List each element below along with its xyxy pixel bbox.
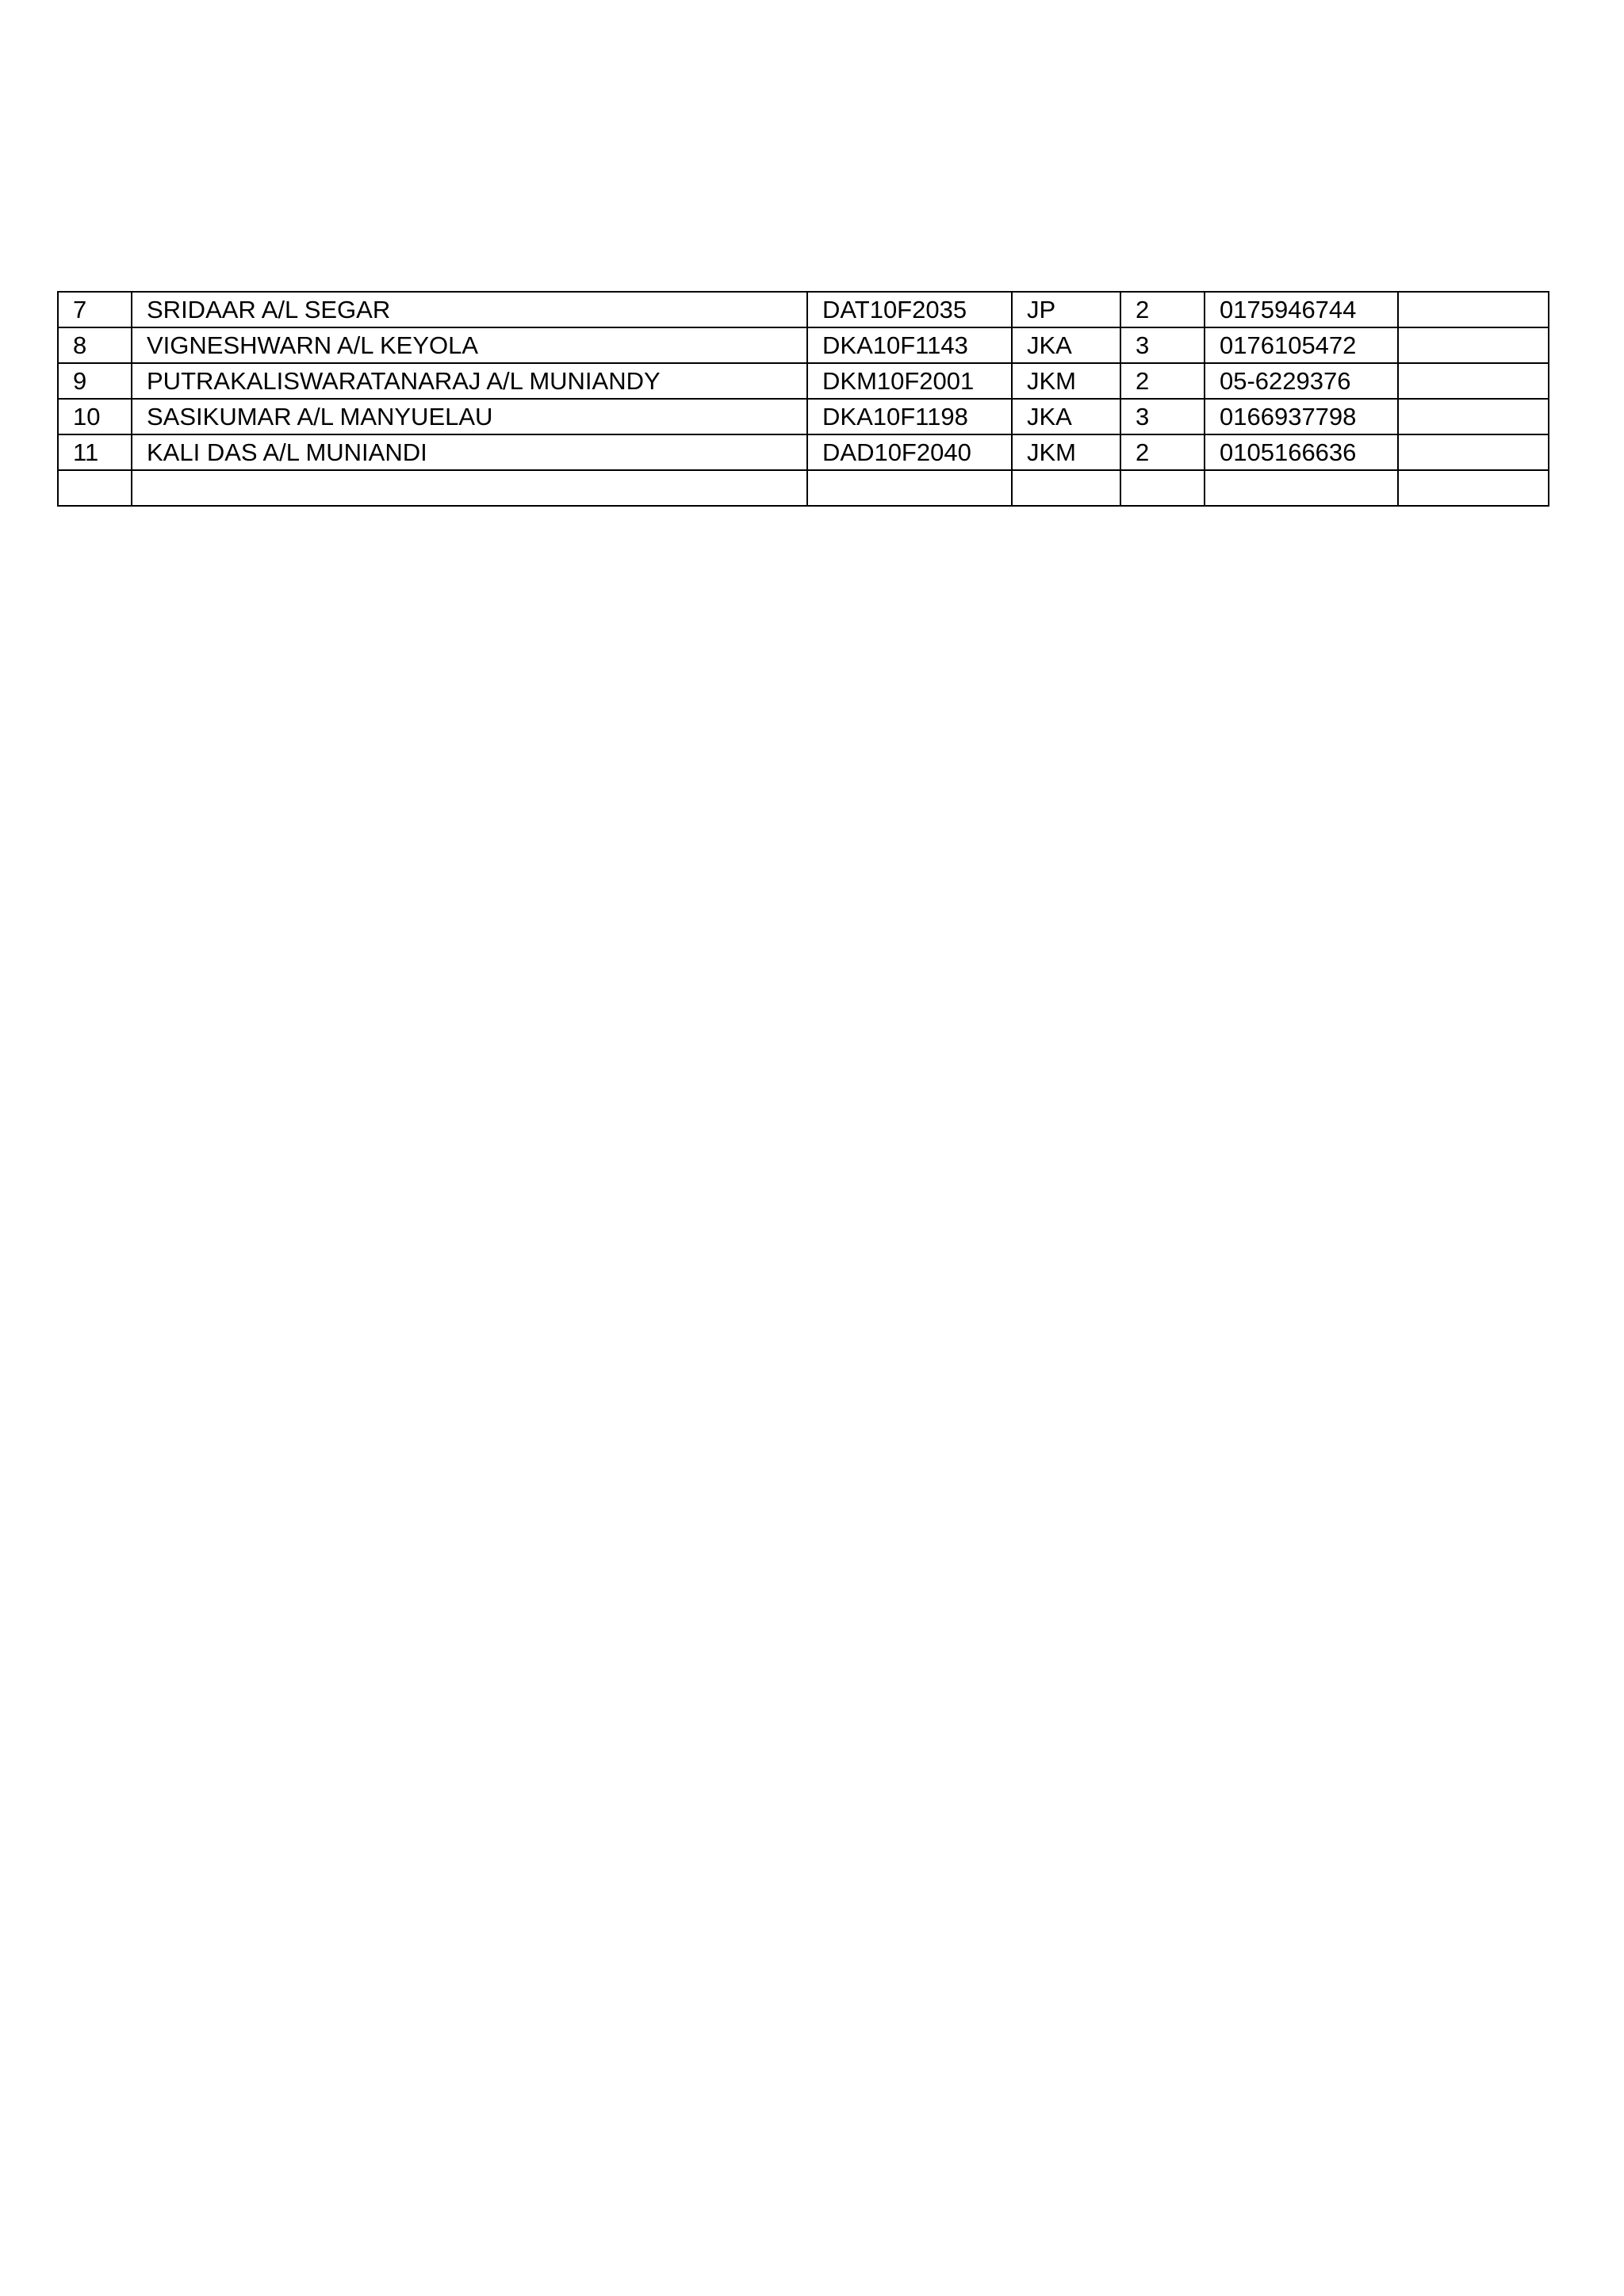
cell-semester: 3 [1120, 399, 1205, 434]
cell-matric: DAT10F2035 [807, 292, 1012, 327]
cell-department: JKA [1012, 327, 1120, 363]
cell-number: 8 [58, 327, 132, 363]
cell-name: VIGNESHWARN A/L KEYOLA [132, 327, 807, 363]
cell-phone [1205, 470, 1398, 506]
cell-phone: 05-6229376 [1205, 363, 1398, 399]
cell-matric: DAD10F2040 [807, 434, 1012, 470]
table-row [58, 292, 1549, 327]
cell-semester: 2 [1120, 292, 1205, 327]
cell-phone: 0175946744 [1205, 292, 1398, 327]
cell-department: JKM [1012, 434, 1120, 470]
cell-number: 11 [58, 434, 132, 470]
cell-signature [1398, 434, 1549, 470]
cell-semester [1120, 470, 1205, 506]
cell-signature [1398, 470, 1549, 506]
cell-matric: DKM10F2001 [807, 363, 1012, 399]
student-table [57, 291, 1549, 507]
cell-department: JKM [1012, 363, 1120, 399]
table-row-empty [58, 470, 1549, 506]
cell-number: 9 [58, 363, 132, 399]
cell-department: JKA [1012, 399, 1120, 434]
table-row [58, 434, 1549, 470]
cell-matric: DKA10F1143 [807, 327, 1012, 363]
cell-phone: 0176105472 [1205, 327, 1398, 363]
cell-matric [807, 470, 1012, 506]
cell-name: PUTRAKALISWARATANARAJ A/L MUNIANDY [132, 363, 807, 399]
cell-name: SASIKUMAR A/L MANYUELAU [132, 399, 807, 434]
table-row [58, 363, 1549, 399]
cell-name [132, 470, 807, 506]
cell-department [1012, 470, 1120, 506]
table-row [58, 399, 1549, 434]
cell-number: 7 [58, 292, 132, 327]
cell-department: JP [1012, 292, 1120, 327]
table-row [58, 327, 1549, 363]
cell-name: KALI DAS A/L MUNIANDI [132, 434, 807, 470]
cell-semester: 2 [1120, 434, 1205, 470]
cell-matric: DKA10F1198 [807, 399, 1012, 434]
cell-semester: 2 [1120, 363, 1205, 399]
cell-name: SRIDAAR A/L SEGAR [132, 292, 807, 327]
cell-phone: 0105166636 [1205, 434, 1398, 470]
cell-signature [1398, 399, 1549, 434]
cell-signature [1398, 363, 1549, 399]
cell-semester: 3 [1120, 327, 1205, 363]
cell-signature [1398, 292, 1549, 327]
cell-number [58, 470, 132, 506]
cell-signature [1398, 327, 1549, 363]
cell-number: 10 [58, 399, 132, 434]
cell-phone: 0166937798 [1205, 399, 1398, 434]
